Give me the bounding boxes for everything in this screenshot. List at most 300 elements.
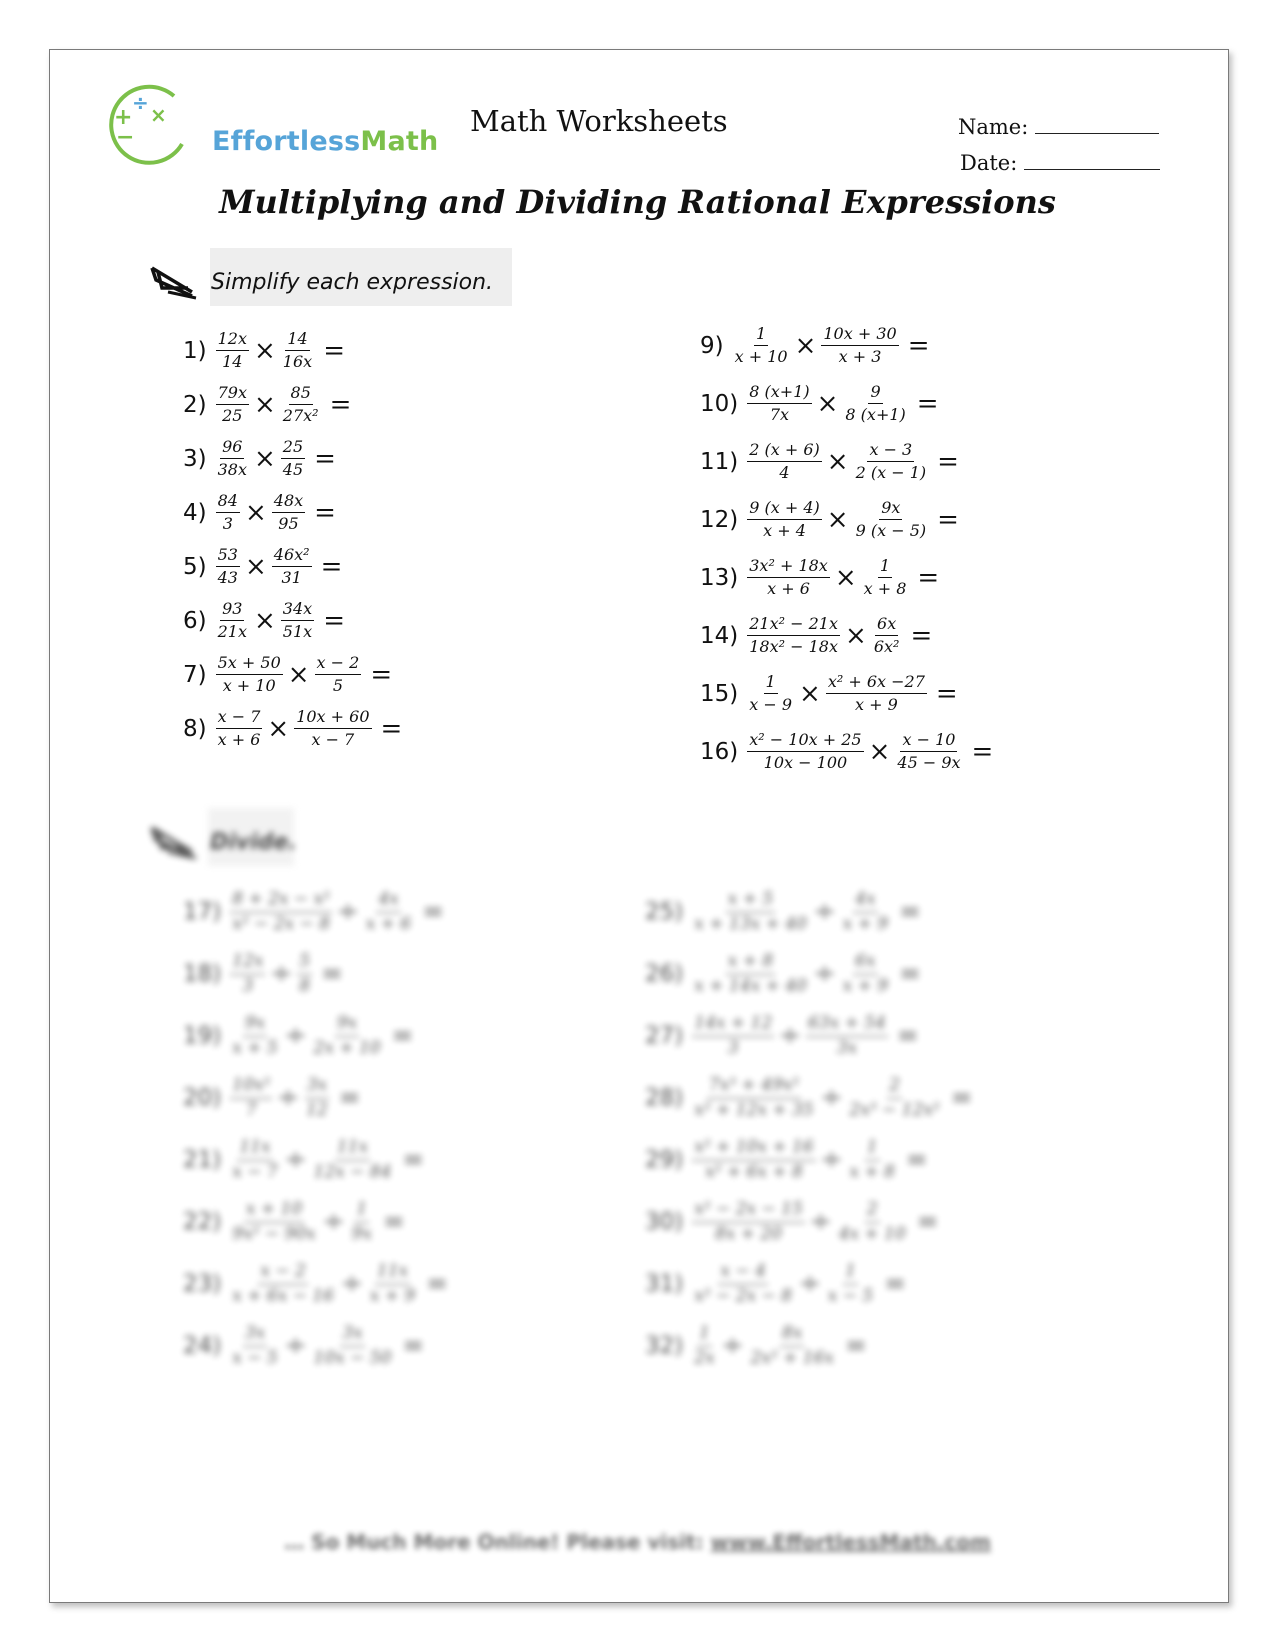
fraction-2 — [826, 673, 927, 715]
fraction-1 — [692, 1200, 805, 1244]
fraction-1-numerator: 5x + 50 — [216, 654, 283, 675]
fraction-1-numerator: x² − 2x − 15 — [692, 1200, 805, 1223]
equals-sign: = — [370, 659, 393, 690]
section2-instruction: Divide. — [210, 830, 297, 855]
fraction-2 — [272, 492, 305, 534]
fraction-1-numerator: x + 5 — [726, 890, 775, 913]
problem-number: 1) — [183, 337, 207, 364]
fraction-1-numerator: 53 — [216, 546, 240, 567]
fraction-2-numerator: 1 — [878, 557, 892, 578]
problem-item — [645, 1076, 973, 1120]
problem-number: 30) — [645, 1209, 684, 1236]
fraction-2-numerator: 25 — [281, 438, 305, 459]
fraction-1-numerator: 12x — [230, 952, 265, 975]
problem-number: 3) — [183, 445, 207, 472]
problem-number: 29) — [645, 1147, 684, 1174]
svg-text:−: − — [116, 125, 135, 150]
fraction-1-numerator: 93 — [220, 600, 244, 621]
operator-sign: ÷ — [721, 1331, 744, 1362]
fraction-2-numerator: x − 2 — [315, 654, 362, 675]
fraction-2 — [272, 546, 312, 588]
fraction-1-denominator: x + 5 — [232, 1037, 278, 1058]
problem-number: 19) — [183, 1023, 222, 1050]
fraction-1-denominator: x + 10 — [734, 347, 788, 367]
fraction-2-denominator: x + 9 — [854, 695, 898, 715]
fraction-2 — [748, 1324, 836, 1368]
operator-sign: ÷ — [322, 1207, 345, 1238]
fraction-1 — [216, 492, 240, 534]
fraction-2 — [837, 1200, 908, 1244]
fraction-2-numerator: 10x + 60 — [294, 708, 371, 729]
fraction-1 — [692, 1262, 794, 1306]
fraction-2-denominator: x − 7 — [311, 730, 355, 750]
problem-item — [645, 952, 921, 996]
equals-sign: = — [323, 605, 345, 636]
operator-sign: × — [254, 605, 276, 636]
fraction-2-numerator: 48x — [272, 492, 305, 513]
problem-number: 8) — [183, 715, 207, 742]
fraction-1-numerator: 96 — [220, 438, 244, 459]
fraction-2-numerator: 2 — [887, 1076, 902, 1099]
fraction-1-denominator: 43 — [217, 568, 238, 588]
fraction-1-numerator: x + 8 — [726, 952, 775, 975]
fraction-1-denominator: x² − 2x − 8 — [232, 913, 330, 934]
operator-sign: × — [868, 736, 891, 767]
logo-word-effortless: Effortless — [212, 126, 361, 157]
fraction-1-numerator: 21x² − 21x — [747, 615, 840, 636]
fraction-1 — [230, 1262, 336, 1306]
problem-item — [700, 557, 939, 599]
problem-number: 16) — [700, 738, 739, 765]
fraction-1-denominator: x − 5 — [232, 1347, 278, 1368]
equals-sign: = — [426, 1269, 449, 1300]
fraction-1-denominator: x + 13x + 40 — [694, 913, 807, 934]
fraction-1 — [230, 1076, 272, 1120]
problem-item — [183, 1200, 405, 1244]
problem-item — [183, 890, 444, 934]
fraction-2-numerator: x − 3 — [867, 441, 914, 462]
problem-number: 26) — [645, 961, 684, 988]
fraction-2-numerator: 1 — [843, 1262, 858, 1285]
equals-sign: = — [402, 1145, 425, 1176]
fraction-1-denominator: 4 — [779, 463, 790, 483]
problem-number: 28) — [645, 1085, 684, 1112]
fraction-2-numerator: 9 — [868, 383, 882, 404]
fraction-2-denominator: x + 8 — [849, 1161, 895, 1182]
problem-item — [183, 1262, 448, 1306]
problem-number: 20) — [183, 1085, 222, 1112]
fraction-1-denominator: x² − 2x − 8 — [694, 1285, 792, 1306]
fraction-1-numerator: x² − 10x + 25 — [747, 731, 863, 752]
worksheet-title: Math Worksheets — [470, 104, 728, 138]
operator-sign: × — [244, 497, 267, 528]
problem-number: 23) — [183, 1271, 222, 1298]
logo-wordmark — [212, 126, 438, 157]
fraction-2 — [312, 1138, 394, 1182]
fraction-2 — [821, 325, 898, 367]
fraction-1-numerator: 1 — [754, 325, 768, 346]
fraction-1 — [216, 654, 283, 696]
equals-sign: = — [907, 330, 930, 361]
fraction-1 — [692, 1324, 716, 1368]
fraction-1-denominator: 25 — [222, 406, 243, 426]
fraction-2 — [315, 654, 362, 696]
fraction-1 — [230, 890, 332, 934]
fraction-1-numerator: 14x + 12 — [692, 1014, 774, 1037]
fraction-2 — [843, 383, 907, 425]
fraction-1-numerator: x + 10 — [244, 1200, 304, 1223]
problem-item — [183, 1324, 424, 1368]
fraction-1 — [747, 441, 822, 483]
equals-sign: = — [380, 713, 403, 744]
fraction-2-denominator: x + 9 — [842, 913, 889, 934]
fraction-2 — [841, 890, 890, 934]
fraction-1-denominator: 21x — [217, 622, 247, 642]
fraction-1 — [692, 1076, 815, 1120]
fraction-1-numerator: 7x³ + 49x² — [707, 1076, 801, 1099]
fraction-2-denominator: 4x + 10 — [838, 1223, 906, 1244]
problem-item — [183, 1014, 413, 1058]
operator-sign: × — [845, 620, 867, 651]
name-blank-line — [1035, 113, 1159, 134]
problem-item — [183, 330, 345, 372]
problem-item — [700, 731, 993, 773]
equals-sign: = — [950, 1083, 973, 1114]
problem-item — [645, 1200, 938, 1244]
fraction-2-numerator: 34x — [281, 600, 314, 621]
operator-sign: × — [826, 446, 849, 477]
problem-item — [645, 1262, 906, 1306]
problem-number: 27) — [645, 1023, 684, 1050]
problem-item — [183, 654, 392, 696]
fraction-1-denominator: 38x — [217, 460, 247, 480]
page-title: Multiplying and Dividing Rational Expressions — [219, 183, 1056, 221]
equals-sign: = — [320, 551, 343, 582]
equals-sign: = — [916, 388, 939, 419]
equals-sign: = — [382, 1207, 405, 1238]
fraction-2 — [862, 557, 909, 599]
equals-sign: = — [321, 959, 343, 990]
date-label: Date: — [960, 151, 1018, 175]
fraction-1-denominator: x + 4 — [763, 521, 806, 541]
fraction-1 — [216, 384, 249, 426]
operator-sign: ÷ — [820, 1083, 843, 1114]
problem-number: 14) — [700, 622, 739, 649]
equals-sign: = — [899, 959, 921, 990]
fraction-2 — [847, 1138, 896, 1182]
logo-word-math: Math — [360, 126, 439, 157]
fraction-2-numerator: 6x — [853, 952, 877, 975]
fraction-1-numerator: 1 — [764, 673, 778, 694]
fraction-1 — [216, 600, 249, 642]
problem-number: 22) — [183, 1209, 222, 1236]
problem-item — [645, 890, 921, 934]
operator-sign: ÷ — [270, 959, 293, 990]
fraction-1 — [747, 383, 811, 425]
equals-sign: = — [899, 897, 921, 928]
fraction-2-numerator: 6x — [875, 615, 898, 636]
fraction-2 — [297, 952, 312, 996]
fraction-2-denominator: 9 (x − 5) — [855, 521, 927, 541]
fraction-2-denominator: x + 8 — [863, 579, 907, 599]
fraction-1-numerator: x − 2 — [258, 1262, 307, 1285]
fraction-2-denominator: 3x — [836, 1037, 858, 1058]
fraction-2-numerator: 1 — [354, 1200, 369, 1223]
problem-number: 18) — [183, 961, 222, 988]
equals-sign: = — [937, 446, 959, 477]
equals-sign: = — [844, 1331, 867, 1362]
problem-number: 9) — [700, 332, 724, 359]
fraction-2-denominator: 2 (x − 1) — [855, 463, 927, 483]
svg-text:×: × — [150, 103, 167, 127]
fraction-2-denominator: x − 5 — [827, 1285, 874, 1306]
fraction-2 — [841, 952, 890, 996]
problem-item — [183, 492, 336, 534]
fraction-2-denominator: 31 — [281, 568, 302, 588]
problem-number: 17) — [183, 899, 222, 926]
problem-number: 4) — [183, 499, 207, 526]
fraction-2-numerator: 14 — [285, 330, 309, 351]
fraction-2-denominator: 5 — [332, 676, 344, 696]
problem-number: 32) — [645, 1333, 684, 1360]
operator-sign: ÷ — [284, 1021, 307, 1052]
fraction-1-denominator: x + 10 — [222, 676, 276, 696]
problem-number: 31) — [645, 1271, 684, 1298]
problem-item — [700, 615, 932, 657]
fraction-2-denominator: 27x² — [282, 406, 319, 426]
equals-sign: = — [323, 335, 345, 366]
fraction-2-denominator: 45 − 9x — [897, 753, 961, 773]
problem-item — [183, 384, 351, 426]
operator-sign: × — [254, 389, 276, 420]
fraction-2-numerator: 11x — [375, 1262, 410, 1285]
problem-number: 5) — [183, 553, 207, 580]
fraction-1-denominator: x² + 6x + 8 — [705, 1161, 803, 1182]
fraction-1 — [230, 1324, 279, 1368]
fraction-2 — [281, 384, 321, 426]
equals-sign: = — [971, 736, 994, 767]
fraction-2 — [281, 438, 305, 480]
fraction-2-numerator: 10x + 30 — [821, 325, 898, 346]
operator-sign: ÷ — [809, 1207, 832, 1238]
fraction-2-denominator: 2x² + 16x — [750, 1347, 834, 1368]
fraction-1 — [230, 1200, 318, 1244]
fraction-1-denominator: x + 6 — [217, 730, 261, 750]
fraction-2-denominator: x + 9 — [369, 1285, 416, 1306]
fraction-2 — [854, 441, 929, 483]
fraction-1-denominator: 18x² − 18x — [749, 637, 839, 657]
equals-sign: = — [910, 620, 933, 651]
fraction-2-numerator: 46x² — [272, 546, 312, 567]
problem-number: 15) — [700, 680, 739, 707]
fraction-2-numerator: 9x — [335, 1014, 359, 1037]
fraction-2-numerator: 4x — [853, 890, 877, 913]
fraction-2-denominator: 16x — [282, 352, 313, 372]
fraction-2-numerator: 4x — [376, 890, 400, 913]
fraction-1 — [216, 438, 249, 480]
fraction-2-numerator: x² + 6x −27 — [826, 673, 927, 694]
fraction-2 — [350, 1200, 374, 1244]
fraction-2 — [368, 1262, 417, 1306]
date-field — [960, 149, 1160, 175]
fraction-2-denominator: 45 — [282, 460, 304, 480]
fraction-1-denominator: 3 — [727, 1037, 739, 1058]
fraction-2-numerator: 1 — [865, 1138, 880, 1161]
problem-number: 25) — [645, 899, 684, 926]
fraction-1 — [733, 325, 790, 367]
fraction-1-numerator: 12x — [216, 330, 249, 351]
fraction-2-denominator: 8 (x+1) — [845, 405, 906, 425]
fraction-2-denominator: x + 6 — [365, 913, 412, 934]
fraction-1-numerator: 84 — [216, 492, 240, 513]
fraction-1-numerator: 8 (x+1) — [747, 383, 811, 404]
fraction-1-numerator: 8 + 2x − x² — [230, 890, 332, 913]
operator-sign: × — [254, 443, 276, 474]
equals-sign: = — [314, 443, 336, 474]
fraction-2-denominator: 6x² — [873, 637, 900, 657]
fraction-2-denominator: 2x³ − 12x² — [849, 1099, 940, 1120]
problem-item — [183, 952, 343, 996]
problem-item — [645, 1324, 867, 1368]
fraction-1 — [216, 546, 240, 588]
fraction-1-denominator: x − 7 — [232, 1161, 278, 1182]
fraction-1 — [692, 1014, 774, 1058]
problem-item — [183, 708, 402, 750]
operator-sign: ÷ — [813, 897, 836, 928]
fraction-1-numerator: 9x — [243, 1014, 267, 1037]
fraction-1 — [747, 615, 840, 657]
fraction-1-numerator: 79x — [216, 384, 249, 405]
fraction-1 — [747, 673, 794, 715]
fraction-1-denominator: x + 6x − 16 — [232, 1285, 334, 1306]
fraction-1 — [747, 731, 863, 773]
problem-item — [183, 600, 345, 642]
fraction-1 — [216, 708, 263, 750]
operator-sign: × — [244, 551, 267, 582]
name-field — [958, 113, 1159, 139]
pencil-icon — [148, 262, 200, 300]
fraction-1 — [747, 499, 822, 541]
equals-sign: = — [935, 678, 958, 709]
fraction-1 — [692, 952, 809, 996]
fraction-1-numerator: 11x — [237, 1138, 272, 1161]
problem-item — [700, 673, 958, 715]
problem-item — [700, 441, 959, 483]
fraction-1-numerator: x² + 10x + 16 — [692, 1138, 815, 1161]
operator-sign: × — [799, 678, 821, 709]
operator-sign: ÷ — [779, 1021, 801, 1052]
fraction-2 — [312, 1324, 394, 1368]
equals-sign: = — [338, 1083, 361, 1114]
fraction-1-numerator: 3x — [243, 1324, 267, 1347]
fraction-2 — [281, 330, 314, 372]
fraction-2 — [872, 615, 902, 657]
fraction-2 — [294, 708, 371, 750]
equals-sign: = — [402, 1331, 425, 1362]
operator-sign: × — [267, 713, 290, 744]
equals-sign: = — [391, 1021, 414, 1052]
operator-sign: ÷ — [277, 1083, 300, 1114]
problem-item — [183, 1076, 361, 1120]
date-blank-line — [1024, 149, 1160, 170]
fraction-2 — [304, 1076, 330, 1120]
fraction-2-denominator: 95 — [278, 514, 299, 534]
problem-number: 12) — [700, 506, 739, 533]
fraction-1-denominator: 3 — [242, 975, 254, 996]
fraction-1-denominator: x − 9 — [749, 695, 793, 715]
equals-sign: = — [916, 1207, 939, 1238]
problem-item — [700, 383, 939, 425]
operator-sign: ÷ — [820, 1145, 843, 1176]
operator-sign: × — [816, 388, 839, 419]
footer-link[interactable]: www.EffortlessMath.com — [710, 1530, 991, 1554]
fraction-1-denominator: x + 14x + 40 — [694, 975, 807, 996]
fraction-1 — [230, 1014, 279, 1058]
fraction-1-numerator: 3x² + 18x — [747, 557, 830, 578]
fraction-2-numerator: 8x — [780, 1324, 804, 1347]
fraction-1-numerator: x − 7 — [216, 708, 263, 729]
operator-sign: ÷ — [284, 1331, 307, 1362]
fraction-2 — [854, 499, 929, 541]
fraction-2-denominator: 9x — [351, 1223, 372, 1244]
fraction-2-numerator: 3x — [305, 1076, 329, 1099]
fraction-1-denominator: 14 — [222, 352, 243, 372]
effortlessmath-logo — [104, 82, 439, 166]
operator-sign: ÷ — [284, 1145, 307, 1176]
fraction-1-denominator: x + 6 — [767, 579, 810, 599]
fraction-1-numerator: x − 4 — [718, 1262, 767, 1285]
fraction-2-numerator: 11x — [335, 1138, 370, 1161]
fraction-1-numerator: 2 (x + 6) — [747, 441, 822, 462]
fraction-1-denominator: 7x — [769, 405, 790, 425]
fraction-2-numerator: 2 — [865, 1200, 880, 1223]
equals-sign: = — [884, 1269, 907, 1300]
fraction-1-denominator: 2x — [694, 1347, 715, 1368]
fraction-1-denominator: 3 — [222, 514, 233, 534]
operator-sign: × — [254, 335, 276, 366]
problem-number: 11) — [700, 448, 739, 475]
equals-sign: = — [422, 897, 445, 928]
equals-sign: = — [896, 1021, 919, 1052]
fraction-2-denominator: 2x + 10 — [313, 1037, 381, 1058]
problem-item — [645, 1014, 919, 1058]
pencil-icon — [148, 822, 200, 860]
fraction-1-numerator: 1 — [697, 1324, 712, 1347]
svg-text:+: + — [114, 105, 133, 130]
problem-number: 13) — [700, 564, 739, 591]
problem-item — [645, 1138, 928, 1182]
fraction-2 — [364, 890, 413, 934]
fraction-2-numerator: 9x — [879, 499, 902, 520]
operator-sign: × — [287, 659, 310, 690]
fraction-1 — [230, 1138, 279, 1182]
fraction-2-denominator: 51x — [282, 622, 313, 642]
fraction-1 — [692, 890, 809, 934]
problem-item — [183, 1138, 424, 1182]
problem-number: 6) — [183, 607, 207, 634]
problem-number: 21) — [183, 1147, 222, 1174]
problem-number: 24) — [183, 1333, 222, 1360]
fraction-1-denominator: 9x² − 90x — [232, 1223, 316, 1244]
operator-sign: × — [834, 562, 857, 593]
fraction-2-denominator: 12x − 84 — [313, 1161, 392, 1182]
fraction-2-numerator: 85 — [289, 384, 313, 405]
fraction-2-denominator: 8 — [299, 975, 311, 996]
fraction-1-numerator: 10x² — [230, 1076, 272, 1099]
problem-number: 7) — [183, 661, 207, 688]
footer-text: … So Much More Online! Please visit: — [284, 1530, 704, 1554]
equals-sign: = — [917, 562, 940, 593]
